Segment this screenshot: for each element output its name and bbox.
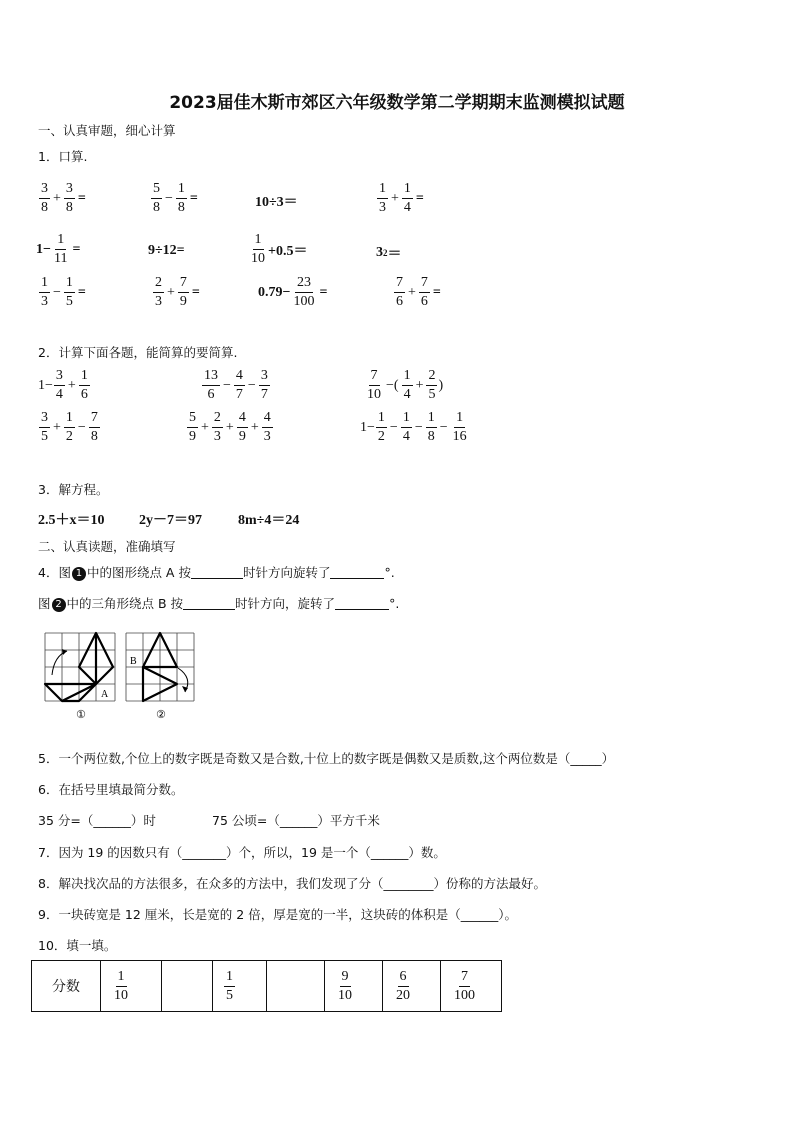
fraction: $\frac{3}{5}$ (41, 410, 48, 444)
answer-blank[interactable] (183, 609, 235, 610)
section-1-heading: 一、认真审题，细心计算 (38, 123, 176, 138)
row-label: 分数 (32, 961, 101, 1012)
rotation-arrow (52, 651, 67, 675)
q6-part-a: 35 分=（______）时 (38, 813, 156, 828)
q2-expr-5: $\frac{5}{9}$ + $\frac{2}{3}$ + $\frac{4}{9}$ + $\frac{4}{3}$ (189, 410, 271, 444)
q3-equation-3: 8m÷4＝24 (238, 513, 300, 528)
q3-label: 3．解方程。 (38, 482, 109, 497)
fraction: $\frac{1}{10}$ (114, 968, 128, 1003)
fraction: $\frac{1}{2}$ (65, 410, 73, 444)
q2-label: 2．计算下面各题，能简算的要简算. (38, 345, 238, 360)
fraction: $\frac{7}{6}$ (396, 275, 403, 309)
fraction: $\frac{13}{6}$ (204, 368, 218, 402)
fraction: $\frac{1}{6}$ (80, 368, 88, 402)
fraction: $\frac{1}{2}$ (377, 410, 385, 444)
fraction: $\frac{4}{9}$ (238, 410, 246, 444)
q2-expr-4: $\frac{3}{5}$ + $\frac{1}{2}$ − $\frac{7}{8}$ (41, 410, 98, 444)
q1-r2-a: 1− $\frac{1}{11}$ = (36, 232, 81, 266)
q1-r3-b: $\frac{2}{3}$ + $\frac{7}{9}$ = (155, 275, 200, 309)
fraction: $\frac{5}{8}$ (153, 181, 160, 215)
fraction: $\frac{2}{3}$ (155, 275, 162, 309)
q4-line-1: 4．图 1 中的图形绕点 A 按 时针方向旋转了 °. (38, 565, 395, 580)
fraction: $\frac{3}{7}$ (260, 368, 268, 402)
q1-r2-d: 3 2 ＝ (376, 245, 402, 262)
fraction: $\frac{3}{8}$ (41, 181, 48, 215)
fraction: $\frac{1}{8}$ (177, 181, 185, 215)
fraction: $\frac{7}{100}$ (454, 968, 475, 1003)
fraction: $\frac{7}{10}$ (367, 368, 381, 402)
q2-expr-1: 1− $\frac{3}{4}$ + $\frac{1}{6}$ (38, 368, 88, 402)
table-cell[interactable] (441, 961, 502, 1012)
table-row (32, 961, 502, 1012)
answer-blank[interactable] (330, 578, 384, 579)
page-title: 2023届佳木斯市郊区六年级数学第二学期期末监测模拟试题 (169, 93, 625, 113)
fraction: $\frac{1}{10}$ (251, 232, 265, 266)
table-cell[interactable] (101, 961, 162, 1012)
q2-expr-2: $\frac{13}{6}$ − $\frac{4}{7}$ − $\frac{3}{7}$ (204, 368, 268, 402)
q10-label: 10．填一填。 (38, 938, 117, 953)
fraction: $\frac{1}{5}$ (226, 968, 233, 1003)
q1-r3-c: 0.79− $\frac{23}{100}$ = (258, 275, 328, 309)
fraction: $\frac{4}{7}$ (235, 368, 243, 402)
q1-r1-b: $\frac{5}{8}$ − $\frac{1}{8}$ = (153, 181, 198, 215)
table-cell[interactable] (213, 961, 267, 1012)
fraction: $\frac{1}{3}$ (379, 181, 386, 215)
q3-equation-1: 2.5＋x＝10 (38, 513, 105, 528)
q1-r1-a: $\frac{3}{8}$ + $\frac{3}{8}$ = (41, 181, 86, 215)
point-label: B (130, 656, 137, 667)
rotation-figure-1 (40, 630, 120, 722)
q5-text: 5．一个两位数,个位上的数字既是奇数又是合数,十位上的数字既是偶数又是质数,这个两位数是（_____） (38, 751, 615, 766)
q1-r2-c: $\frac{1}{10}$ +0.5＝ (251, 232, 308, 266)
fraction-table (31, 960, 502, 1012)
fraction: $\frac{23}{100}$ (293, 275, 315, 309)
table-cell[interactable] (325, 961, 383, 1012)
fraction: $\frac{1}{11}$ (53, 232, 68, 266)
q9-text: 9．一块砖宽是 12 厘米，长是宽的 2 倍，厚是宽的一半，这块砖的体积是（______）。 (38, 907, 517, 922)
q1-r1-c: 10÷3＝ (255, 195, 298, 210)
q2-expr-3: $\frac{7}{10}$ −( $\frac{1}{4}$ + $\frac{2}{5}$ ) (367, 368, 444, 402)
q1-label: 1．口算. (38, 149, 88, 164)
fraction: $\frac{5}{9}$ (189, 410, 196, 444)
fraction: $\frac{2}{5}$ (428, 368, 436, 402)
q3-equation-2: 2y－7＝97 (139, 513, 202, 528)
table-cell[interactable] (162, 961, 213, 1012)
q2-expr-6: 1− $\frac{1}{2}$ − $\frac{1}{4}$ − $\frac{1}{8}$ − $\frac{1}{16}$ (360, 410, 467, 444)
fraction: $\frac{7}{8}$ (90, 410, 98, 444)
table-cell[interactable] (383, 961, 441, 1012)
q6-label: 6．在括号里填最简分数。 (38, 782, 184, 797)
fraction: $\frac{1}{4}$ (402, 410, 410, 444)
rotation-figure-2 (121, 630, 201, 722)
circled-number: 1 (72, 567, 86, 581)
fraction: $\frac{7}{9}$ (179, 275, 187, 309)
answer-blank[interactable] (191, 578, 243, 579)
answer-blank[interactable] (335, 609, 389, 610)
q6-part-b: 75 公顷=（______）平方千米 (212, 813, 380, 828)
fraction: $\frac{1}{4}$ (403, 368, 411, 402)
fraction: $\frac{1}{8}$ (427, 410, 435, 444)
fraction: $\frac{1}{4}$ (403, 181, 411, 215)
fraction: $\frac{7}{6}$ (420, 275, 428, 309)
fraction: $\frac{1}{16}$ (452, 410, 467, 444)
fraction: $\frac{1}{5}$ (65, 275, 73, 309)
point-label: A (101, 689, 109, 700)
fraction: $\frac{4}{3}$ (263, 410, 271, 444)
section-2-heading: 二、认真读题，准确填写 (38, 539, 176, 554)
fraction: $\frac{3}{8}$ (65, 181, 73, 215)
fraction: $\frac{2}{3}$ (213, 410, 221, 444)
circled-number: 2 (52, 598, 66, 612)
fraction: $\frac{9}{10}$ (338, 968, 352, 1003)
q1-r2-b: 9÷12= (148, 243, 185, 258)
q8-text: 8．解决找次品的方法很多，在众多的方法中，我们发现了分（________）份称的方法最好。 (38, 876, 546, 891)
q7-text: 7．因为 19 的因数只有（_______）个，所以，19 是一个（______）数。 (38, 845, 446, 860)
q1-r1-d: $\frac{1}{3}$ + $\frac{1}{4}$ = (379, 181, 424, 215)
figure-label: ① (76, 708, 86, 721)
figure-label: ② (156, 708, 166, 721)
q1-r3-d: $\frac{7}{6}$ + $\frac{7}{6}$ = (396, 275, 441, 309)
fraction: $\frac{3}{4}$ (55, 368, 63, 402)
fraction: $\frac{1}{3}$ (41, 275, 48, 309)
table-cell[interactable] (267, 961, 325, 1012)
q4-line-2: 图 2 中的三角形绕点 B 按 时针方向，旋转了 °. (38, 596, 400, 611)
fraction: $\frac{6}{20}$ (396, 968, 410, 1003)
q1-r3-a: $\frac{1}{3}$ − $\frac{1}{5}$ = (41, 275, 86, 309)
